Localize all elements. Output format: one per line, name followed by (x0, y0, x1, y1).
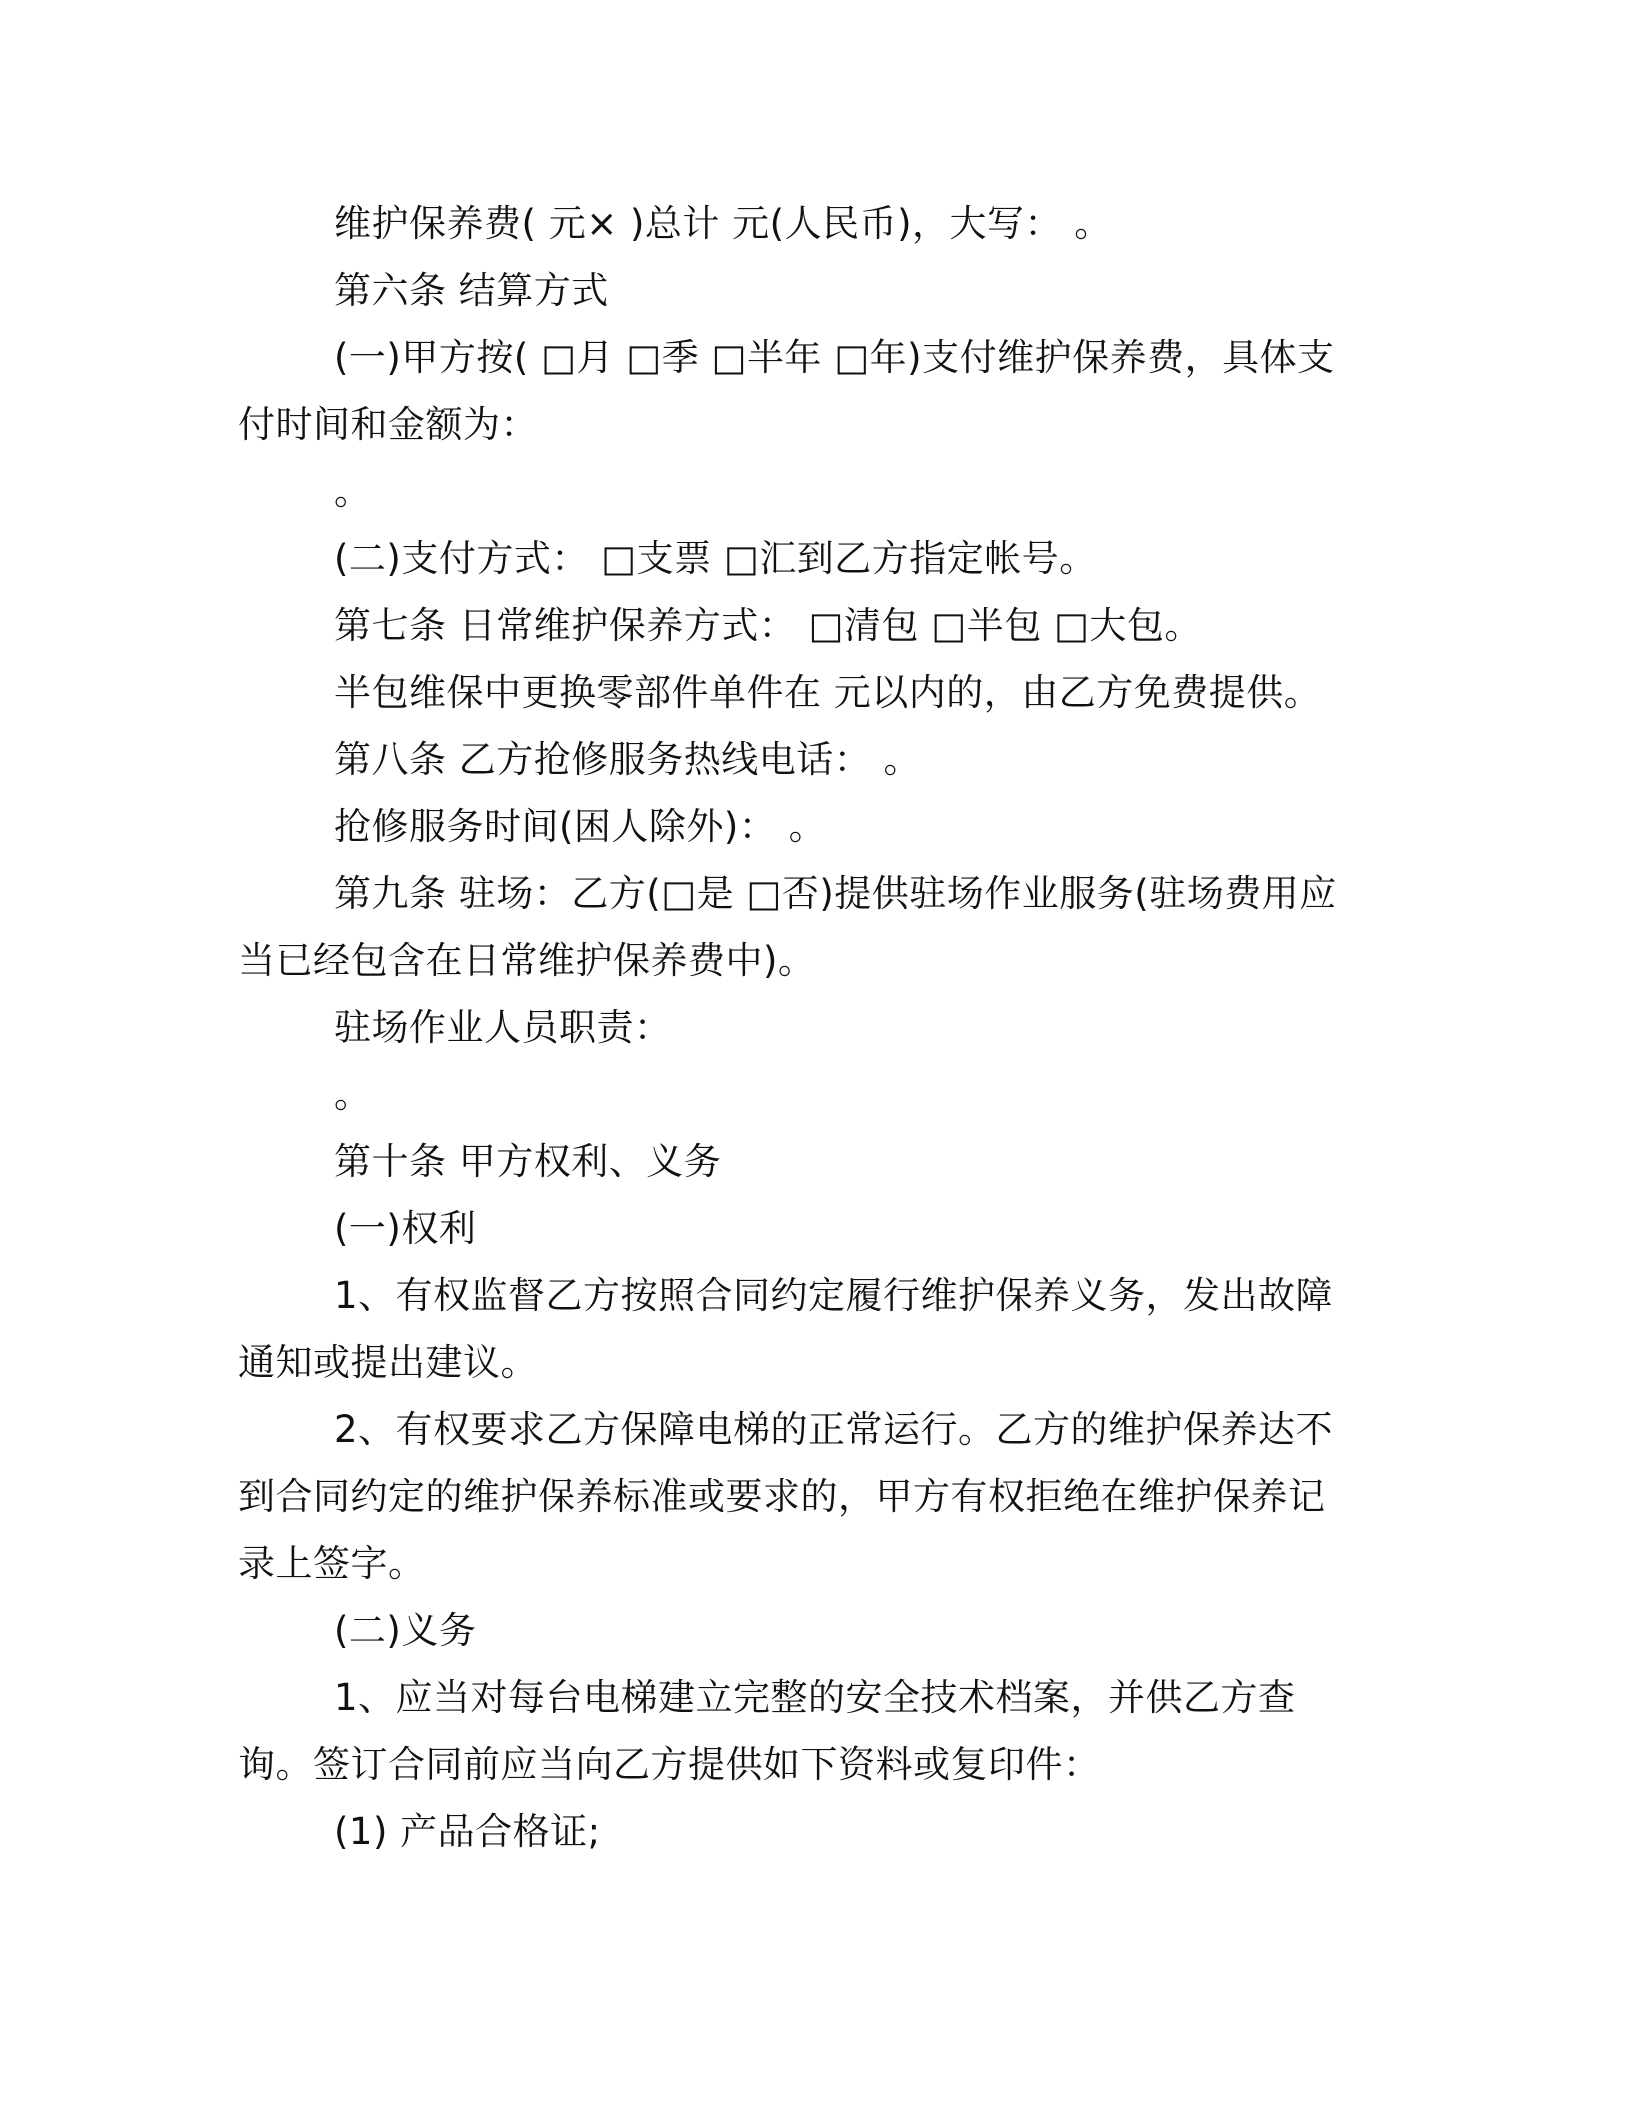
paragraph-obligation-1: 1、应当对每台电梯建立完整的安全技术档案，并供乙方查询。签订合同前应当向乙方提供如下资料或复印件： (238, 1676, 1296, 1786)
paragraph-maintenance-fee: 维护保养费( 元× )总计 元(人民币)，大写： 。 (334, 202, 1112, 245)
paragraph-item-1: (1) 产品合格证; (334, 1810, 601, 1853)
paragraph-payment-method: (二)支付方式： □支票 □汇到乙方指定帐号。 (334, 537, 1097, 580)
heading-article-7: 第七条 日常维护保养方式： □清包 □半包 □大包。 (334, 604, 1202, 647)
paragraph-right-1: 1、有权监督乙方按照合同约定履行维护保养义务，发出故障通知或提出建议。 (238, 1274, 1334, 1384)
paragraph-blank-1: 。 (334, 470, 372, 513)
heading-article-9: 第九条 驻场：乙方(□是 □否)提供驻场作业服务(驻场费用应当已经包含在日常维护保养费中)。 (238, 872, 1337, 982)
subheading-rights: (一)权利 (334, 1207, 477, 1250)
subheading-obligations: (二)义务 (334, 1609, 477, 1652)
document-body (238, 190, 1358, 1865)
paragraph-onsite-duties: 驻场作业人员职责： (334, 1006, 672, 1049)
paragraph-blank-2: 。 (334, 1073, 372, 1116)
paragraph-half-package: 半包维保中更换零部件单件在 元以内的，由乙方免费提供。 (334, 671, 1322, 714)
heading-article-10: 第十条 甲方权利、义务 (334, 1140, 722, 1183)
paragraph-payment-schedule: (一)甲方按( □月 □季 □半年 □年)支付维护保养费，具体支付时间和金额为： (238, 336, 1335, 446)
heading-article-6: 第六条 结算方式 (334, 269, 609, 312)
heading-article-8: 第八条 乙方抢修服务热线电话： 。 (334, 738, 922, 781)
paragraph-repair-hours: 抢修服务时间(困人除外)： 。 (334, 805, 827, 848)
paragraph-right-2: 2、有权要求乙方保障电梯的正常运行。乙方的维护保养达不到合同约定的维护保养标准或要求的，甲方有权拒绝在维护保养记录上签字。 (238, 1408, 1334, 1585)
